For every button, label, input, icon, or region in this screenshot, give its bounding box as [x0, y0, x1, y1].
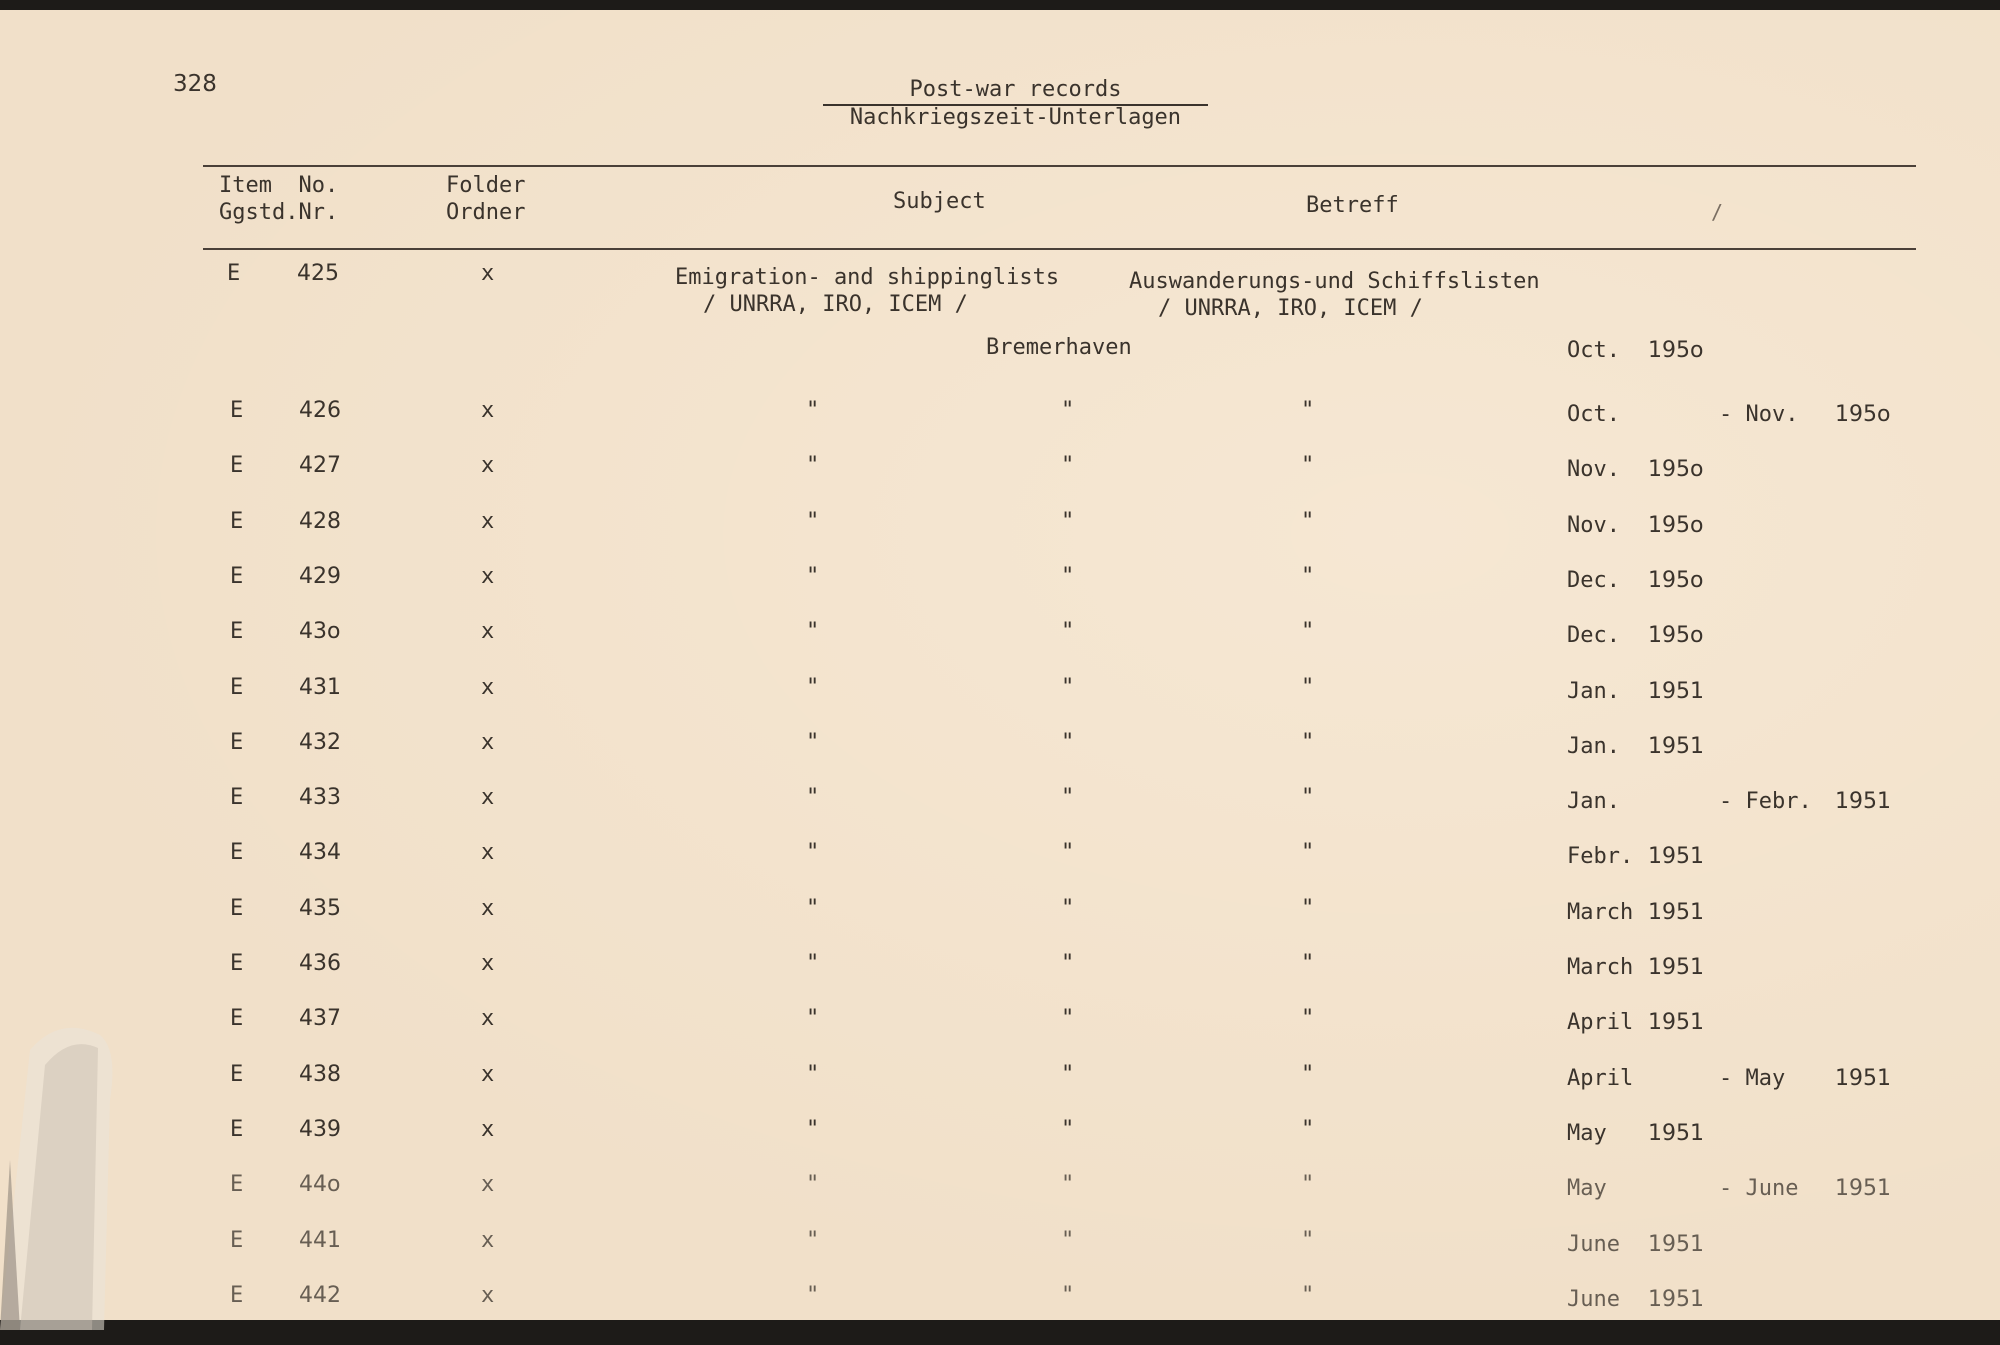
row-folder: x	[481, 453, 495, 478]
ditto-subject: "	[806, 1283, 820, 1308]
row-letter: E	[230, 453, 244, 478]
row-folder: x	[481, 840, 495, 865]
ditto-subject-2: "	[1061, 1283, 1075, 1308]
header-subject: Subject	[893, 189, 986, 214]
entry-subject-line2: / UNRRA, IRO, ICEM /	[703, 292, 968, 317]
row-folder: x	[481, 1062, 495, 1087]
row-date-year: 1951	[1648, 1232, 1704, 1257]
row-date-to: - Nov.	[1719, 402, 1799, 427]
row-date-to-year: 1951	[1835, 1176, 1891, 1201]
entry-date-year: 195o	[1648, 338, 1704, 363]
ditto-betreff: "	[1301, 1117, 1315, 1142]
row-date-from: May	[1567, 1176, 1607, 1201]
row-date-year: 1951	[1648, 1287, 1704, 1312]
ditto-subject: "	[806, 453, 820, 478]
row-letter: E	[230, 564, 244, 589]
row-letter: E	[230, 785, 244, 810]
ditto-subject-2: "	[1061, 619, 1075, 644]
row-date-from: March	[1567, 955, 1634, 980]
row-number: 43o	[299, 619, 341, 644]
ditto-subject: "	[806, 619, 820, 644]
ditto-betreff: "	[1301, 453, 1315, 478]
ditto-betreff: "	[1301, 564, 1315, 589]
row-date-to-year: 1951	[1835, 789, 1891, 814]
row-folder: x	[481, 896, 495, 921]
row-date-from: Jan.	[1567, 734, 1620, 759]
row-date-year: 195o	[1648, 513, 1704, 538]
row-date-from: Dec.	[1567, 568, 1620, 593]
ditto-subject: "	[806, 840, 820, 865]
row-date-year: 1951	[1648, 955, 1704, 980]
row-date-to: - June	[1719, 1176, 1799, 1201]
ditto-subject: "	[806, 675, 820, 700]
row-number: 429	[299, 564, 341, 589]
row-date-from: June	[1567, 1287, 1620, 1312]
row-number: 433	[299, 785, 341, 810]
row-date-from: Febr.	[1567, 844, 1634, 869]
row-number: 442	[299, 1283, 341, 1308]
row-folder: x	[481, 509, 495, 534]
ditto-subject-2: "	[1061, 840, 1075, 865]
ditto-betreff: "	[1301, 1228, 1315, 1253]
header-folder: Folder	[446, 173, 526, 198]
ditto-subject: "	[806, 951, 820, 976]
row-date-to: - May	[1719, 1066, 1786, 1091]
ditto-subject: "	[806, 1062, 820, 1087]
row-date-from: May	[1567, 1121, 1607, 1146]
header-ggstd-nr: Ggstd.Nr.	[219, 200, 339, 225]
ditto-subject: "	[806, 1172, 820, 1197]
title-english: Post-war records	[823, 78, 1208, 106]
header-ordner: Ordner	[446, 200, 526, 225]
header-item-no: Item No.	[219, 173, 339, 198]
row-number: 437	[299, 1006, 341, 1031]
row-date-to-year: 195o	[1835, 402, 1891, 427]
row-number: 436	[299, 951, 341, 976]
ditto-subject: "	[806, 1006, 820, 1031]
ditto-betreff: "	[1301, 1062, 1315, 1087]
ditto-subject: "	[806, 785, 820, 810]
ditto-betreff: "	[1301, 619, 1315, 644]
row-number: 439	[299, 1117, 341, 1142]
row-date-year: 1951	[1648, 900, 1704, 925]
document-page	[0, 10, 2000, 1320]
ditto-betreff: "	[1301, 951, 1315, 976]
ditto-subject-2: "	[1061, 1228, 1075, 1253]
row-number: 432	[299, 730, 341, 755]
entry-folder-mark: x	[481, 261, 495, 286]
entry-betreff-line2: / UNRRA, IRO, ICEM /	[1158, 296, 1423, 321]
row-date-from: April	[1567, 1066, 1634, 1091]
row-folder: x	[481, 1283, 495, 1308]
row-folder: x	[481, 619, 495, 644]
row-folder: x	[481, 564, 495, 589]
ditto-subject-2: "	[1061, 1006, 1075, 1031]
ditto-subject: "	[806, 1228, 820, 1253]
ditto-subject-2: "	[1061, 896, 1075, 921]
ditto-betreff: "	[1301, 1283, 1315, 1308]
row-number: 441	[299, 1228, 341, 1253]
row-letter: E	[230, 509, 244, 534]
row-date-from: Dec.	[1567, 623, 1620, 648]
row-folder: x	[481, 951, 495, 976]
ditto-betreff: "	[1301, 675, 1315, 700]
ditto-subject-2: "	[1061, 675, 1075, 700]
row-date-year: 1951	[1648, 734, 1704, 759]
row-number: 438	[299, 1062, 341, 1087]
row-number: 434	[299, 840, 341, 865]
row-letter: E	[230, 675, 244, 700]
row-number: 431	[299, 675, 341, 700]
ditto-subject: "	[806, 564, 820, 589]
row-letter: E	[230, 398, 244, 423]
row-date-year: 1951	[1648, 1010, 1704, 1035]
row-date-to: - Febr.	[1719, 789, 1812, 814]
ditto-subject-2: "	[1061, 1172, 1075, 1197]
row-folder: x	[481, 398, 495, 423]
row-folder: x	[481, 1172, 495, 1197]
row-number: 426	[299, 398, 341, 423]
row-folder: x	[481, 785, 495, 810]
row-date-from: Jan.	[1567, 679, 1620, 704]
row-folder: x	[481, 1228, 495, 1253]
ditto-subject-2: "	[1061, 564, 1075, 589]
row-date-year: 195o	[1648, 623, 1704, 648]
entry-place: Bremerhaven	[986, 335, 1132, 360]
ditto-betreff: "	[1301, 509, 1315, 534]
header-bottom-rule	[203, 248, 1916, 250]
row-number: 435	[299, 896, 341, 921]
row-date-from: Nov.	[1567, 457, 1620, 482]
row-folder: x	[481, 1117, 495, 1142]
row-date-to-year: 1951	[1835, 1066, 1891, 1091]
entry-number: 425	[297, 261, 339, 286]
ditto-betreff: "	[1301, 840, 1315, 865]
ditto-betreff: "	[1301, 896, 1315, 921]
row-letter: E	[230, 896, 244, 921]
ditto-subject: "	[806, 896, 820, 921]
row-date-from: Jan.	[1567, 789, 1620, 814]
row-letter: E	[230, 1228, 244, 1253]
row-folder: x	[481, 675, 495, 700]
row-letter: E	[230, 730, 244, 755]
entry-date-from: Oct.	[1567, 338, 1620, 363]
ditto-subject-2: "	[1061, 453, 1075, 478]
row-letter: E	[230, 1062, 244, 1087]
ditto-subject: "	[806, 1117, 820, 1142]
ditto-betreff: "	[1301, 1006, 1315, 1031]
row-number: 428	[299, 509, 341, 534]
row-letter: E	[230, 619, 244, 644]
row-letter: E	[230, 1006, 244, 1031]
row-folder: x	[481, 730, 495, 755]
row-letter: E	[230, 1172, 244, 1197]
page-number: 328	[173, 71, 217, 97]
ditto-subject-2: "	[1061, 785, 1075, 810]
ditto-subject-2: "	[1061, 730, 1075, 755]
row-letter: E	[230, 840, 244, 865]
entry-betreff-line1: Auswanderungs-und Schiffslisten	[1129, 269, 1540, 294]
stray-mark: /	[1711, 200, 1724, 224]
row-date-year: 195o	[1648, 457, 1704, 482]
row-date-year: 1951	[1648, 844, 1704, 869]
ditto-betreff: "	[1301, 730, 1315, 755]
row-letter: E	[230, 1117, 244, 1142]
ditto-betreff: "	[1301, 398, 1315, 423]
row-number: 44o	[299, 1172, 341, 1197]
ditto-subject-2: "	[1061, 509, 1075, 534]
row-date-from: Oct.	[1567, 402, 1620, 427]
glass-reflection	[0, 1010, 130, 1330]
row-date-year: 1951	[1648, 1121, 1704, 1146]
header-betreff: Betreff	[1306, 193, 1399, 218]
ditto-subject: "	[806, 509, 820, 534]
entry-subject-line1: Emigration- and shippinglists	[675, 265, 1060, 290]
ditto-subject: "	[806, 730, 820, 755]
row-number: 427	[299, 453, 341, 478]
entry-letter: E	[227, 261, 241, 286]
row-date-from: Nov.	[1567, 513, 1620, 538]
row-date-year: 1951	[1648, 679, 1704, 704]
header-top-rule	[203, 165, 1916, 167]
ditto-subject-2: "	[1061, 398, 1075, 423]
row-letter: E	[230, 951, 244, 976]
ditto-subject-2: "	[1061, 951, 1075, 976]
ditto-betreff: "	[1301, 1172, 1315, 1197]
row-date-from: June	[1567, 1232, 1620, 1257]
row-date-from: April	[1567, 1010, 1634, 1035]
ditto-betreff: "	[1301, 785, 1315, 810]
row-letter: E	[230, 1283, 244, 1308]
row-date-year: 195o	[1648, 568, 1704, 593]
row-date-from: March	[1567, 900, 1634, 925]
ditto-subject: "	[806, 398, 820, 423]
ditto-subject-2: "	[1061, 1062, 1075, 1087]
ditto-subject-2: "	[1061, 1117, 1075, 1142]
row-folder: x	[481, 1006, 495, 1031]
title-german: Nachkriegszeit-Unterlagen	[849, 105, 1182, 130]
